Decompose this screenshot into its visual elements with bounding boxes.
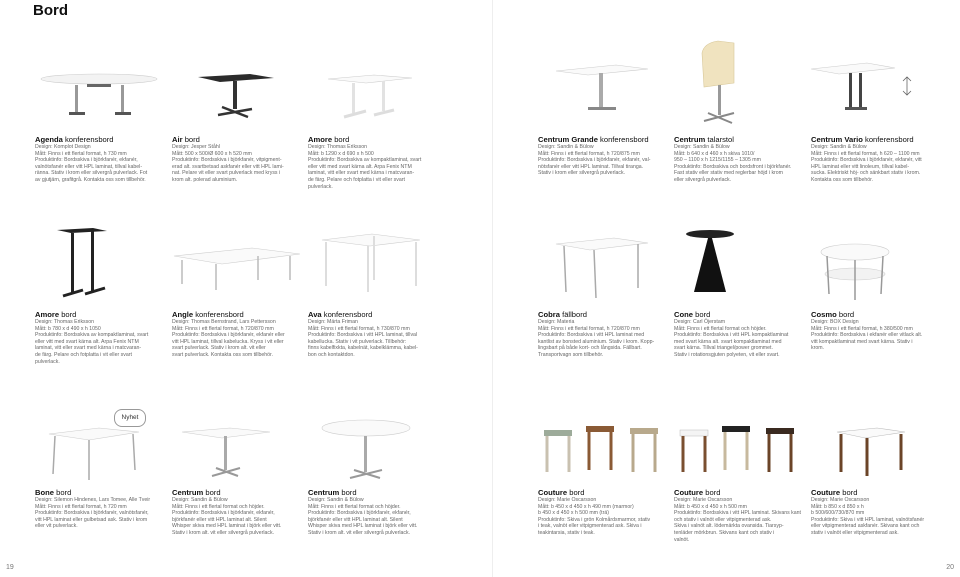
product-name: Centrum talarstol [674,135,734,144]
product-name: Agenda konferensbord [35,135,114,144]
centrum-table-photo [172,378,300,486]
product-name: Couture bord [674,488,721,497]
product-amore-1: Amore bord Design: Thomas Eriksson Mått: b 1290 x d 690 x h 500 Produktinfo: Bordsskiva av kompaktlaminat, svart eller vitt med svart kärna alt. Arpa Fenix NTM laminat, vitt eller svart med kärna i matcvaran- de färg. Pelare och fotplatta i vit eller svart pulverlack. [308,25,438,190]
product-name: Cosmo bord [811,310,855,319]
cosmo-table-photo [811,200,939,308]
product-centrum-grande: Centrum Grande konferensbord Design: Sandin & Bülow Mått: Finns i ett flertal format, h 720/875 mm Produktinfo: Bordsskiva i björkfanér, ekfanér, val- nötsfanér eller vitt HPL laminat. Tillval tiranga. Stativ i krom eller silvergrå pulverlack. [538,25,668,177]
product-couture-3: Couture bord Design: Marie Oscarsson Mått: b 850 x d 850 x h b 500/600/730/870 mm Produktinfo: Skiva i vitt HPL laminat, valnötsfanér eller vitpigmenterad askfanér. Skivans kant och stativ i valnöt eller vitpigmenterad ask. [811,378,941,537]
product-centrum-bord-2: Centrum bord Design: Sandin & Bülow Mått: Finns i ett flertal format och höjder. Produktinfo: Bordsskiva i björkfanér, ekfanér, björkfanér eller vitt HPL laminat alt. Silent Whisper skiva med HPL laminat i björk eller vitt. Stativ i krom alt. vit eller silvergrå pulverlack. [308,378,438,537]
product-couture-1: Couture bord Design: Marie Oscarsson Mått: b 450 x d 450 x h 490 mm (marmor) b 450 x d 450 x h 500 mm (trä) Produktinfo: Skiva i grön Kolmårdsmarmor, stativ i teak, valnöt eller vitpigmenterad ask. Skiva i teakintarsia, stativ i teak. [538,378,668,537]
centrum-round-table-photo [308,378,436,486]
product-name: Centrum bord [308,488,357,497]
product-amore-2: Amore bord Design: Thomas Eriksson Mått: b 780 x d 490 x h 1050 Produktinfo: Bordsskiva av kompaktlaminat, svart eller vitt med svart kärna alt. Arpa Fenix NTM laminat, vitt eller svart med kärna i matcvaran- de färg. Pelare och fotplatta i vit eller svart pulverlack. [35,200,165,365]
product-cosmo: Cosmo bord Design: BOX Design Mått: Finns i ett flertal format, h 380/500 mm Produktinfo: Bordsskiva i ekfanér eller vitlack alt. vitt kompaktlaminat med svart kärna. Stativ i krom. [811,200,941,352]
product-ava: Ava konferensbord Design: Märta Friman Mått: Finns i ett flertal format, h 730/870 mm Produktinfo: Bordsskiva i vitt HPL laminat, tillval kabellucka. Stativ i vit pulverlack. Tillbehör: finns kabelfixkta, kabelnät, kabelklämma, kabel- bon och kontaktdon. [308,200,438,359]
centrum-talarstol-photo [674,25,802,133]
product-air: Air bord Design: Jesper Ståhl Mått: 500 x 500/Ø 600 x h 520 mm Produktinfo: Bordsskiva i björkfanér, vitpigment- erad alt. svartbetsad askfanér eller vitt HPL lami- nat. Pelare vit eller svart pulverlack med kryss i krom alt. polerad aluminium. [172,25,302,184]
product-name: Amore bord [35,310,77,319]
product-name: Ava konferensbord [308,310,373,319]
product-name: Cobra fällbord [538,310,587,319]
agenda-table-photo [35,25,163,133]
new-badge: Nyhet [114,409,146,427]
product-centrum-vario: Centrum Vario konferensbord Design: Sandin & Bülow Mått: Finns i ett flertal format, h 620 – 1100 mm Produktinfo: Bordsskiva i björkfanér, ekfanér, vitt HPL laminat eller vitt linoleum, tillval kabel- sucka. Elektriskt höj- och sänkbart stativ i krom. Kontakta oss som tillbehör. [811,25,941,184]
product-name: Bone bord [35,488,72,497]
product-name: Couture bord [811,488,858,497]
product-name: Air bord [172,135,200,144]
amore-table-photo [308,25,436,133]
product-name: Angle konferensbord [172,310,244,319]
cone-table-photo [674,200,802,308]
product-name: Centrum Vario konferensbord [811,135,914,144]
amore-high-table-photo [35,200,163,308]
product-name: Amore bord [308,135,350,144]
product-name: Couture bord [538,488,585,497]
centrum-vario-photo [811,25,939,133]
couture-side-tables-photo [538,378,666,486]
air-table-photo [172,25,300,133]
spread-fold [492,0,493,577]
bone-table-photo [35,378,163,486]
product-name: Cone bord [674,310,711,319]
product-couture-2: Couture bord Design: Marie Oscarsson Mått: b 450 x d 450 x h 500 mm Produktinfo: Bordsskiva i vitt HPL laminat. Skivans kant och stativ i valnöt eller vitpigmenterad ask. Skiva i valnöt alt. lödemärkta ovansida. Tiarsyp- tenläder mörkbrun. Skivans kant och stativ i valnöt. [674,378,804,543]
couture-table-photo [811,378,939,486]
angle-table-photo [172,200,300,308]
couture-side-tables-photo [674,378,802,486]
product-bone: Bone bord Design: Silemon Hindenes, Lars Tomee, Alle Tveir Mått: Finns i ett flertal format, h 720 mm Produktinfo: Bordsskiva i björkfanér, valnötsfanér, vitt HPL laminat eller gulbetsad ask. Stativ i krom eller vit pulverlack. [35,378,165,530]
cobra-table-photo [538,200,666,308]
product-name: Centrum bord [172,488,221,497]
product-centrum-talarstol: Centrum talarstol Design: Sandin & Bülow Mått: b 640 x d 460 x h skiva 1010/ 950 – 1100 x h 1215/1155 – 1305 mm Produktinfo: Bordsskiva och bordsfront i björkfanér. Fast stativ eller stativ med reglerbar höjd i krom eller silvergrå pulverlack. [674,25,804,184]
product-cobra: Cobra fällbord Design: Materia Mått: Finns i ett flertal format, h 720/870 mm Produktinfo: Bordsskiva i vitt HPL laminat med kantlist av bonsted aluminium. Stativ i krom. Kopp- lingsbart på både kort- och långsida. Fällbart. Transportvagn som tillbehör. [538,200,668,359]
page-title: Bord [33,2,68,19]
page-number-right: 20 [946,564,954,571]
product-name: Centrum Grande konferensbord [538,135,649,144]
product-angle: Angle konferensbord Design: Thomas Bernstrand, Lars Pettersson Mått: Finns i ett flertal format, h 720/870 mm Produktinfo: Bordsskiva i björkfanér, ekfanér eller vitt HPL laminat, tillval kabelucka. Kryss i vit eller svart pulverlack. Stativ i krom alt. vit eller svart pulverlack. Kontakta oss som tillbehör. [172,200,302,359]
centrum-grande-photo [538,25,666,133]
product-centrum-bord-1: Centrum bord Design: Sandin & Bülow Mått: Finns i ett flertal format och höjder. Produktinfo: Bordsskiva i björkfanér, ekfanér, björkfanér eller vitt HPL laminat alt. Silent Whisper skiva med HPL laminat i björk eller vitt. Stativ i krom alt. vit eller silvergrå pulverlack. [172,378,302,537]
product-agenda: Agenda konferensbord Design: Komplot Design Mått: Finns i ett flertal format, h 730 mm Produktinfo: Bordsskiva i björkfanér, ekfanér, valnötsfanér eller vitt HPL laminat, tillval kabel- ränna. Stativ i krom eller silvergrå pulverlack. Fot av gjutjärn, grafitgrå. Kontakta oss som tillbehör. [35,25,165,184]
ava-table-photo [308,200,436,308]
page-number-left: 19 [6,564,14,571]
product-cone: Cone bord Design: Carl Öjerstam Mått: Finns i ett flertal format och höjder. Produktinfo: Bordsskiva i vitt HPL kompaktlaminat med svart kärna alt. svart kompaktlaminat med svart kärna. Tillval triangel/power grommet. Stativ i rotationsgjuten polyeten, vit eller svart. [674,200,804,359]
